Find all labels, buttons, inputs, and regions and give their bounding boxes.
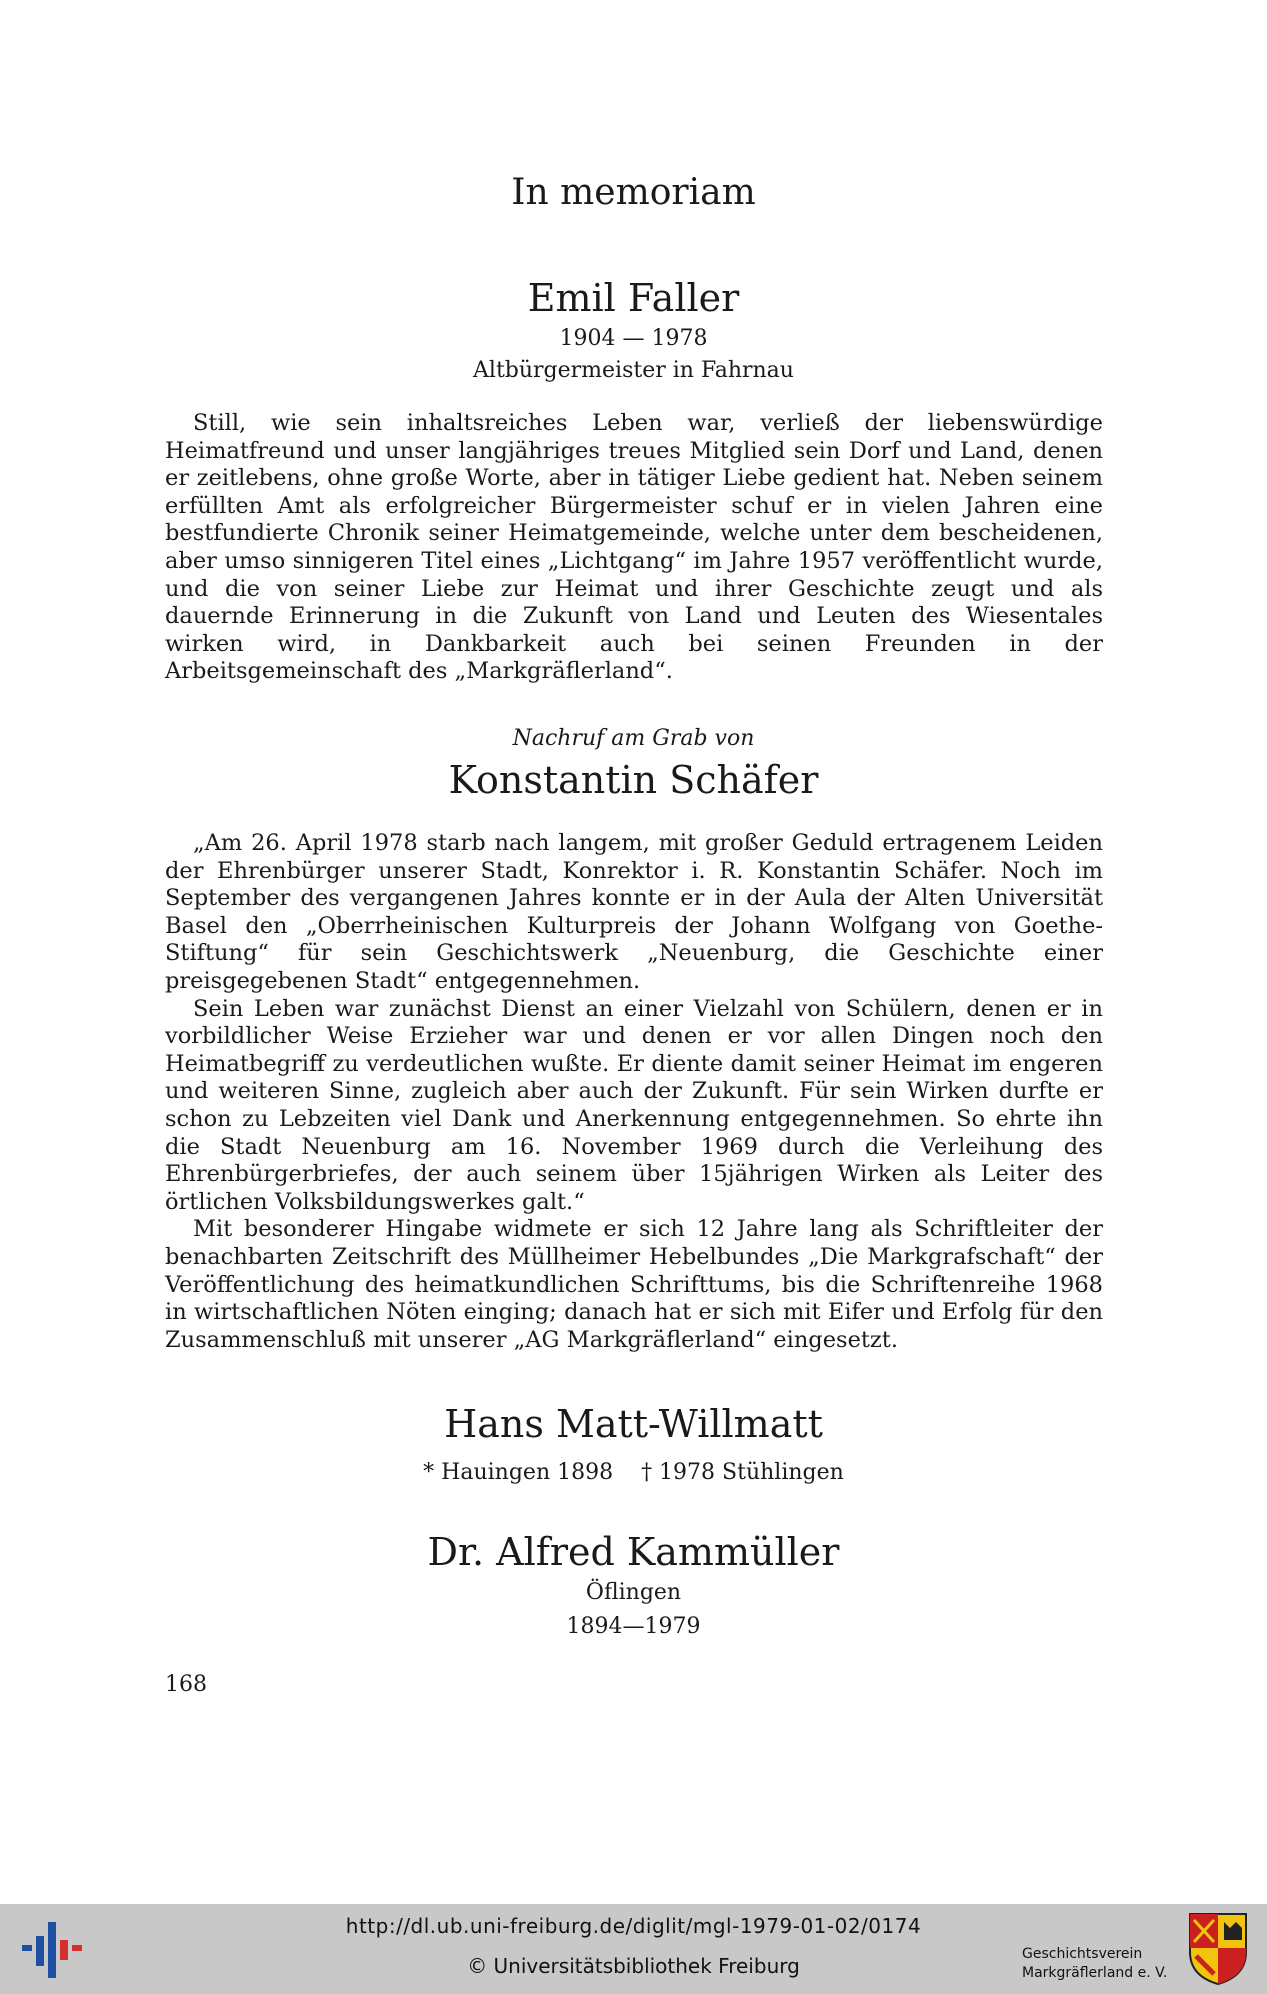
obituary-life-matt: * Hauingen 1898 † 1978 Stühlingen [423, 1460, 844, 1485]
society-name [1022, 1945, 1167, 1983]
obituary-paragraph-2: Sein Leben war zunächst Dienst an einer Vielzahl von Schülern, denen er in vorbildlicher Weise Erzieher war und denen er vor allen Dingen noch den Heimatbegriff zu verdeutlichen wußte. Er diente damit seiner Heimat im engeren und weiteren Sinne, zugleich aber auch der Zukunft. Für sein Wirken durfte er schon zu Lebzeiten viel Dank und Anerkennung entgegennehmen. So ehrte ihn die Stadt Neuenburg am 16. November 1969 durch die Verleihung des Ehrenbürgerbriefes, der auch seinem über 15jährigen Wirken als Leiter des örtlichen Volksbildungswerkes galt.“ [165, 995, 1103, 1215]
obituary-role-faller: Altbürgermeister in Fahrnau [473, 358, 794, 383]
society-name-line2: Markgräflerland e. V. [1022, 1965, 1168, 1981]
footer-url-link[interactable]: http://dl.ub.uni-freiburg.de/diglit/mgl-1979-01-02/0174 [345, 1914, 922, 1938]
obituary-text-faller: Still, wie sein inhaltsreiches Leben war, verließ der liebenswürdige Heimatfreund und unser langjähriges treues Mitglied sein Dorf und Land, denen er zeitlebens, ohne große Worte, aber in tätiger Liebe gedient hat. Neben seinem erfüllten Amt als erfolgreicher Bürgermeister schuf er in vielen Jahren eine bestfundierte Chronik seiner Heimatgemeinde, welche unter dem bescheidenen, aber umso sinnigeren Titel eines „Lichtgang“ im Jahre 1957 veröffentlicht wurde, und die von seiner Liebe zur Heimat und ihrer Geschichte zeugt und als dauernde Erinnerung in die Zukunft von Land und Leuten des Wiesentales wirken wird, in Dankbarkeit auch bei seinen Freunden in der Arbeitsgemeinschaft des „Markgräflerland“. [165, 410, 1103, 685]
obituary-kicker-schaefer: Nachruf am Grab von [512, 726, 755, 751]
obituary-place-kammueller: Öflingen [585, 1580, 682, 1605]
obituary-name-kammueller: Dr. Alfred Kammüller [427, 1530, 840, 1574]
society-name-line1: Geschichtsverein [1022, 1946, 1143, 1962]
section-title: In memoriam [511, 172, 756, 213]
footer-copyright: © Universitätsbibliothek Freiburg [467, 1954, 800, 1978]
obituary-years-kammueller: 1894—1979 [566, 1614, 701, 1639]
obituary-name-matt: Hans Matt-Willmatt [444, 1402, 823, 1446]
footer-bar [0, 1904, 1267, 1994]
obituary-paragraph-1: „Am 26. April 1978 starb nach langem, mit großer Geduld ertragenem Leiden der Ehrenbürger unserer Stadt, Konrektor i. R. Konstantin Schäfer. Noch im September des vergangenen Jahres konnte er in der Aula der Alten Universität Basel den „Oberrheinischen Kulturpreis der Johann Wolfgang von Goethe-Stiftung“ für sein Geschichtswerk „Neuenburg, die Geschichte einer preisgegebenen Stadt“ entgegennehmen. [165, 830, 1103, 994]
obituary-name-schaefer: Konstantin Schäfer [448, 758, 819, 802]
obituary-years-faller: 1904 — 1978 [559, 326, 708, 351]
obituary-paragraph-3: Mit besonderer Hingabe widmete er sich 12 Jahre lang als Schriftleiter der benachbarten Zeitschrift des Müllheimer Hebelbundes „Die Markgrafschaft“ der Veröffentlichung des heimatkundlichen Schrifttums, bis die Schriftenreihe 1968 in wirtschaftlichen Nöten einging; danach hat er sich mit Eifer und Erfolg für den Zusammenschluß mit unserer „AG Markgräflerland“ eingesetzt. [165, 1216, 1103, 1353]
page-number: 168 [165, 1672, 207, 1697]
obituary-name-faller: Emil Faller [527, 276, 740, 320]
society-crest-icon [1188, 1912, 1248, 1986]
